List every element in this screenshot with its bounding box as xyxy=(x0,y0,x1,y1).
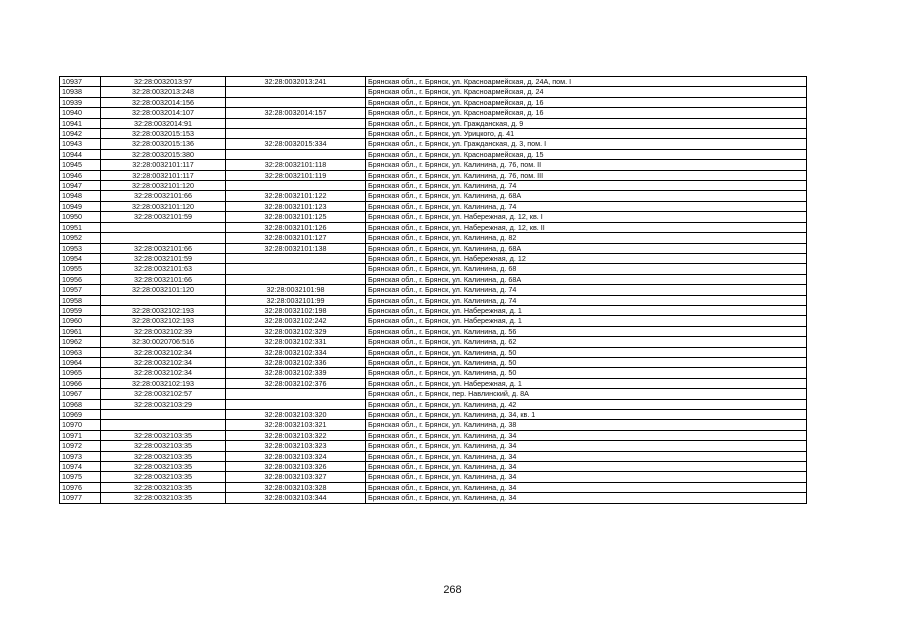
table-row xyxy=(60,129,807,139)
address-cell: Брянская обл., г. Брянск, пер. Навлинский, д. 8А xyxy=(366,389,807,399)
row-number-cell: 10971 xyxy=(60,430,101,440)
cadastral-number-cell: 32:28:0032101:117 xyxy=(101,170,226,180)
cadastral-number-2-cell: 32:28:0032101:99 xyxy=(226,295,366,305)
cadastral-number-2-cell: 32:28:0032103:328 xyxy=(226,482,366,492)
cadastral-number-2-cell: 32:28:0032013:241 xyxy=(226,77,366,87)
table-row xyxy=(60,77,807,87)
address-cell: Брянская обл., г. Брянск, ул. Калинина, д. 74 xyxy=(366,295,807,305)
table-row xyxy=(60,305,807,315)
address-cell: Брянская обл., г. Брянск, ул. Калинина, д. 76, пом. III xyxy=(366,170,807,180)
cadastral-number-cell: 32:28:0032015:153 xyxy=(101,129,226,139)
address-cell: Брянская обл., г. Брянск, ул. Калинина, д. 68А xyxy=(366,191,807,201)
cadastral-number-cell: 32:28:0032103:35 xyxy=(101,430,226,440)
row-number-cell: 10940 xyxy=(60,108,101,118)
cadastral-number-cell: 32:28:0032102:193 xyxy=(101,305,226,315)
table-row xyxy=(60,451,807,461)
table-row xyxy=(60,316,807,326)
table-row xyxy=(60,357,807,367)
address-cell: Брянская обл., г. Брянск, ул. Гражданская, д. 9 xyxy=(366,118,807,128)
registry-table-body xyxy=(60,77,807,504)
cadastral-number-2-cell: 32:28:0032015:334 xyxy=(226,139,366,149)
cadastral-number-2-cell: 32:28:0032014:157 xyxy=(226,108,366,118)
table-row xyxy=(60,430,807,440)
cadastral-number-cell: 32:28:0032103:35 xyxy=(101,472,226,482)
cadastral-number-cell: 32:28:0032013:97 xyxy=(101,77,226,87)
address-cell: Брянская обл., г. Брянск, ул. Калинина, д. 34 xyxy=(366,493,807,503)
table-row xyxy=(60,285,807,295)
address-cell: Брянская обл., г. Брянск, ул. Калинина, д. 82 xyxy=(366,233,807,243)
cadastral-number-2-cell: 32:28:0032101:98 xyxy=(226,285,366,295)
cadastral-number-2-cell: 32:28:0032102:376 xyxy=(226,378,366,388)
row-number-cell: 10948 xyxy=(60,191,101,201)
cadastral-number-cell: 32:28:0032102:39 xyxy=(101,326,226,336)
table-row xyxy=(60,399,807,409)
cadastral-number-2-cell: 32:28:0032101:126 xyxy=(226,222,366,232)
row-number-cell: 10963 xyxy=(60,347,101,357)
address-cell: Брянская обл., г. Брянск, ул. Калинина, д. 76, пом. II xyxy=(366,160,807,170)
row-number-cell: 10952 xyxy=(60,233,101,243)
address-cell: Брянская обл., г. Брянск, ул. Красноармейская, д. 24А, пом. I xyxy=(366,77,807,87)
row-number-cell: 10964 xyxy=(60,357,101,367)
table-row xyxy=(60,368,807,378)
table-row xyxy=(60,264,807,274)
table-row xyxy=(60,472,807,482)
cadastral-number-2-cell: 32:28:0032102:331 xyxy=(226,337,366,347)
row-number-cell: 10967 xyxy=(60,389,101,399)
cadastral-number-2-cell xyxy=(226,149,366,159)
cadastral-number-cell: 32:28:0032103:35 xyxy=(101,462,226,472)
row-number-cell: 10946 xyxy=(60,170,101,180)
cadastral-number-cell: 32:28:0032102:193 xyxy=(101,316,226,326)
cadastral-number-cell: 32:28:0032102:34 xyxy=(101,368,226,378)
table-row xyxy=(60,347,807,357)
cadastral-number-cell xyxy=(101,410,226,420)
cadastral-number-cell xyxy=(101,222,226,232)
row-number-cell: 10959 xyxy=(60,305,101,315)
cadastral-number-cell: 32:28:0032101:59 xyxy=(101,212,226,222)
row-number-cell: 10951 xyxy=(60,222,101,232)
row-number-cell: 10939 xyxy=(60,97,101,107)
table-row xyxy=(60,274,807,284)
cadastral-number-cell: 32:28:0032103:29 xyxy=(101,399,226,409)
address-cell: Брянская обл., г. Брянск, ул. Урицкого, д. 41 xyxy=(366,129,807,139)
cadastral-number-cell: 32:28:0032014:156 xyxy=(101,97,226,107)
row-number-cell: 10973 xyxy=(60,451,101,461)
table-row xyxy=(60,389,807,399)
cadastral-number-cell: 32:28:0032101:117 xyxy=(101,160,226,170)
address-cell: Брянская обл., г. Брянск, ул. Калинина, д. 74 xyxy=(366,181,807,191)
row-number-cell: 10941 xyxy=(60,118,101,128)
address-cell: Брянская обл., г. Брянск, ул. Калинина, д. 74 xyxy=(366,201,807,211)
cadastral-number-2-cell: 32:28:0032102:334 xyxy=(226,347,366,357)
cadastral-number-cell: 32:28:0032102:57 xyxy=(101,389,226,399)
cadastral-number-cell: 32:28:0032101:120 xyxy=(101,285,226,295)
cadastral-number-2-cell xyxy=(226,274,366,284)
cadastral-number-2-cell: 32:28:0032102:336 xyxy=(226,357,366,367)
row-number-cell: 10972 xyxy=(60,441,101,451)
address-cell: Брянская обл., г. Брянск, ул. Калинина, д. 74 xyxy=(366,285,807,295)
row-number-cell: 10977 xyxy=(60,493,101,503)
cadastral-number-cell: 32:28:0032101:59 xyxy=(101,253,226,263)
table-row xyxy=(60,326,807,336)
row-number-cell: 10965 xyxy=(60,368,101,378)
cadastral-number-cell: 32:28:0032101:66 xyxy=(101,191,226,201)
cadastral-number-2-cell: 32:28:0032101:118 xyxy=(226,160,366,170)
table-row xyxy=(60,139,807,149)
row-number-cell: 10962 xyxy=(60,337,101,347)
cadastral-number-2-cell: 32:28:0032101:119 xyxy=(226,170,366,180)
table-row xyxy=(60,149,807,159)
address-cell: Брянская обл., г. Брянск, ул. Калинина, д. 34 xyxy=(366,430,807,440)
cadastral-number-cell: 32:28:0032015:136 xyxy=(101,139,226,149)
address-cell: Брянская обл., г. Брянск, ул. Калинина, д. 34 xyxy=(366,472,807,482)
address-cell: Брянская обл., г. Брянск, ул. Калинина, д. 56 xyxy=(366,326,807,336)
table-row xyxy=(60,493,807,503)
cadastral-number-cell: 32:28:0032014:107 xyxy=(101,108,226,118)
address-cell: Брянская обл., г. Брянск, ул. Набережная, д. 12, кв. I xyxy=(366,212,807,222)
row-number-cell: 10975 xyxy=(60,472,101,482)
table-row xyxy=(60,378,807,388)
address-cell: Брянская обл., г. Брянск, ул. Калинина, д. 50 xyxy=(366,347,807,357)
row-number-cell: 10947 xyxy=(60,181,101,191)
address-cell: Брянская обл., г. Брянск, ул. Калинина, д. 62 xyxy=(366,337,807,347)
table-row xyxy=(60,108,807,118)
row-number-cell: 10937 xyxy=(60,77,101,87)
cadastral-number-cell: 32:28:0032101:66 xyxy=(101,243,226,253)
table-row xyxy=(60,181,807,191)
table-row xyxy=(60,191,807,201)
cadastral-number-cell: 32:28:0032101:120 xyxy=(101,181,226,191)
cadastral-number-2-cell xyxy=(226,181,366,191)
cadastral-number-2-cell: 32:28:0032102:339 xyxy=(226,368,366,378)
row-number-cell: 10957 xyxy=(60,285,101,295)
address-cell: Брянская обл., г. Брянск, ул. Калинина, д. 34, кв. 1 xyxy=(366,410,807,420)
cadastral-number-cell: 32:28:0032101:120 xyxy=(101,201,226,211)
table-row xyxy=(60,253,807,263)
cadastral-number-2-cell: 32:28:0032103:324 xyxy=(226,451,366,461)
cadastral-number-2-cell: 32:28:0032101:123 xyxy=(226,201,366,211)
row-number-cell: 10944 xyxy=(60,149,101,159)
row-number-cell: 10968 xyxy=(60,399,101,409)
cadastral-number-cell: 32:28:0032103:35 xyxy=(101,482,226,492)
table-row xyxy=(60,118,807,128)
cadastral-number-2-cell xyxy=(226,399,366,409)
row-number-cell: 10956 xyxy=(60,274,101,284)
row-number-cell: 10961 xyxy=(60,326,101,336)
table-row xyxy=(60,295,807,305)
cadastral-number-2-cell: 32:28:0032102:242 xyxy=(226,316,366,326)
cadastral-number-cell: 32:28:0032103:35 xyxy=(101,451,226,461)
address-cell: Брянская обл., г. Брянск, ул. Калинина, д. 68А xyxy=(366,243,807,253)
cadastral-number-2-cell: 32:28:0032103:322 xyxy=(226,430,366,440)
table-row xyxy=(60,97,807,107)
cadastral-number-2-cell xyxy=(226,253,366,263)
address-cell: Брянская обл., г. Брянск, ул. Красноармейская, д. 16 xyxy=(366,97,807,107)
cadastral-number-2-cell xyxy=(226,87,366,97)
row-number-cell: 10970 xyxy=(60,420,101,430)
table-row xyxy=(60,87,807,97)
row-number-cell: 10954 xyxy=(60,253,101,263)
row-number-cell: 10942 xyxy=(60,129,101,139)
cadastral-number-2-cell xyxy=(226,389,366,399)
row-number-cell: 10955 xyxy=(60,264,101,274)
cadastral-number-2-cell: 32:28:0032103:344 xyxy=(226,493,366,503)
cadastral-number-cell: 32:28:0032015:380 xyxy=(101,149,226,159)
cadastral-number-cell: 32:28:0032102:34 xyxy=(101,357,226,367)
cadastral-number-2-cell xyxy=(226,264,366,274)
cadastral-number-2-cell: 32:28:0032101:138 xyxy=(226,243,366,253)
cadastral-number-cell: 32:28:0032102:34 xyxy=(101,347,226,357)
cadastral-number-2-cell xyxy=(226,129,366,139)
table-row xyxy=(60,160,807,170)
address-cell: Брянская обл., г. Брянск, ул. Калинина, д. 38 xyxy=(366,420,807,430)
property-registry-table xyxy=(59,76,807,504)
table-row xyxy=(60,410,807,420)
address-cell: Брянская обл., г. Брянск, ул. Калинина, д. 68А xyxy=(366,274,807,284)
row-number-cell: 10960 xyxy=(60,316,101,326)
cadastral-number-cell xyxy=(101,233,226,243)
row-number-cell: 10958 xyxy=(60,295,101,305)
table-row xyxy=(60,170,807,180)
address-cell: Брянская обл., г. Брянск, ул. Набережная, д. 1 xyxy=(366,305,807,315)
cadastral-number-2-cell: 32:28:0032101:122 xyxy=(226,191,366,201)
table-row xyxy=(60,212,807,222)
address-cell: Брянская обл., г. Брянск, ул. Калинина, д. 34 xyxy=(366,451,807,461)
row-number-cell: 10949 xyxy=(60,201,101,211)
cadastral-number-cell: 32:28:0032013:248 xyxy=(101,87,226,97)
table-row xyxy=(60,233,807,243)
row-number-cell: 10969 xyxy=(60,410,101,420)
address-cell: Брянская обл., г. Брянск, ул. Калинина, д. 42 xyxy=(366,399,807,409)
cadastral-number-2-cell: 32:28:0032103:326 xyxy=(226,462,366,472)
address-cell: Брянская обл., г. Брянск, ул. Набережная, д. 12, кв. II xyxy=(366,222,807,232)
row-number-cell: 10966 xyxy=(60,378,101,388)
cadastral-number-cell: 32:28:0032103:35 xyxy=(101,493,226,503)
cadastral-number-2-cell xyxy=(226,97,366,107)
cadastral-number-2-cell: 32:28:0032103:327 xyxy=(226,472,366,482)
cadastral-number-2-cell: 32:28:0032102:329 xyxy=(226,326,366,336)
address-cell: Брянская обл., г. Брянск, ул. Калинина, д. 34 xyxy=(366,482,807,492)
row-number-cell: 10953 xyxy=(60,243,101,253)
cadastral-number-cell: 32:28:0032101:63 xyxy=(101,264,226,274)
row-number-cell: 10938 xyxy=(60,87,101,97)
row-number-cell: 10945 xyxy=(60,160,101,170)
table-row xyxy=(60,441,807,451)
cadastral-number-2-cell: 32:28:0032103:321 xyxy=(226,420,366,430)
address-cell: Брянская обл., г. Брянск, ул. Набережная, д. 1 xyxy=(366,316,807,326)
address-cell: Брянская обл., г. Брянск, ул. Калинина, д. 68 xyxy=(366,264,807,274)
cadastral-number-cell: 32:30:0020706:516 xyxy=(101,337,226,347)
address-cell: Брянская обл., г. Брянск, ул. Калинина, д. 34 xyxy=(366,441,807,451)
cadastral-number-2-cell: 32:28:0032103:323 xyxy=(226,441,366,451)
table-row xyxy=(60,462,807,472)
row-number-cell: 10976 xyxy=(60,482,101,492)
table-row xyxy=(60,482,807,492)
row-number-cell: 10950 xyxy=(60,212,101,222)
cadastral-number-cell xyxy=(101,295,226,305)
address-cell: Брянская обл., г. Брянск, ул. Красноармейская, д. 16 xyxy=(366,108,807,118)
table-row xyxy=(60,337,807,347)
table-row xyxy=(60,420,807,430)
cadastral-number-cell: 32:28:0032102:193 xyxy=(101,378,226,388)
cadastral-number-2-cell: 32:28:0032101:127 xyxy=(226,233,366,243)
address-cell: Брянская обл., г. Брянск, ул. Калинина, д. 34 xyxy=(366,462,807,472)
page-number: 268 xyxy=(443,584,462,596)
cadastral-number-cell xyxy=(101,420,226,430)
address-cell: Брянская обл., г. Брянск, ул. Красноармейская, д. 15 xyxy=(366,149,807,159)
cadastral-number-2-cell: 32:28:0032103:320 xyxy=(226,410,366,420)
address-cell: Брянская обл., г. Брянск, ул. Калинина, д. 50 xyxy=(366,357,807,367)
address-cell: Брянская обл., г. Брянск, ул. Калинина, д. 50 xyxy=(366,368,807,378)
table-row xyxy=(60,222,807,232)
cadastral-number-2-cell: 32:28:0032102:198 xyxy=(226,305,366,315)
address-cell: Брянская обл., г. Брянск, ул. Гражданская, д. 3, пом. I xyxy=(366,139,807,149)
row-number-cell: 10974 xyxy=(60,462,101,472)
address-cell: Брянская обл., г. Брянск, ул. Набережная, д. 1 xyxy=(366,378,807,388)
cadastral-number-2-cell xyxy=(226,118,366,128)
table-row xyxy=(60,243,807,253)
cadastral-number-cell: 32:28:0032103:35 xyxy=(101,441,226,451)
address-cell: Брянская обл., г. Брянск, ул. Набережная, д. 12 xyxy=(366,253,807,263)
address-cell: Брянская обл., г. Брянск, ул. Красноармейская, д. 24 xyxy=(366,87,807,97)
cadastral-number-cell: 32:28:0032101:66 xyxy=(101,274,226,284)
cadastral-number-2-cell: 32:28:0032101:125 xyxy=(226,212,366,222)
cadastral-number-cell: 32:28:0032014:91 xyxy=(101,118,226,128)
table-row xyxy=(60,201,807,211)
row-number-cell: 10943 xyxy=(60,139,101,149)
